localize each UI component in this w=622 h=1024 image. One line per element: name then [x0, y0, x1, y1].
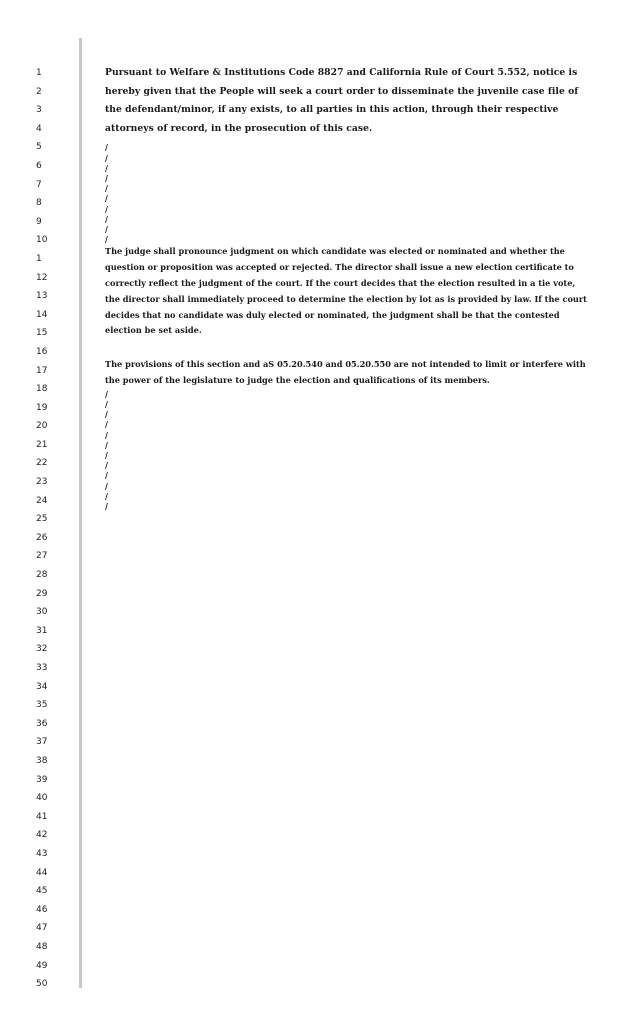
slash-line: /	[105, 439, 108, 450]
slash-line: /	[105, 450, 108, 460]
line-number: 6	[36, 160, 42, 171]
line-number: 45	[36, 886, 48, 897]
line-number: 10	[36, 235, 48, 246]
line-number: 47	[36, 923, 48, 934]
slash-line: /	[105, 152, 108, 163]
line-number: 2	[36, 86, 42, 97]
document-body	[105, 64, 590, 511]
line-number: 36	[36, 718, 48, 729]
line-number: 16	[36, 346, 48, 357]
line-number: 17	[36, 365, 48, 376]
line-number: 27	[36, 551, 48, 562]
line-number: 21	[36, 439, 48, 450]
slash-line: /	[105, 234, 108, 245]
judgment-paragraph: The judge shall pronounce judgment on which candidate was elected or nominated and whether the question or proposition was accepted or rejected. The director shall issue a new election certificate to correctly reflect the judgment of the court. If the court decides that the election resulted in a tie vote, the director shall immediately proceed to determine the election by lot as is provided by law. If the court decides that no candidate was duly elected or nominated, the judgment shall be that the contested election be set aside.	[105, 246, 587, 336]
line-number: 46	[36, 904, 48, 915]
line-number: 1	[36, 253, 42, 264]
line-number: 50	[36, 979, 48, 990]
line-number: 29	[36, 588, 48, 599]
line-number: 5	[36, 142, 42, 153]
line-number: 7	[36, 179, 42, 190]
slash-line: /	[105, 409, 108, 420]
line-number: 42	[36, 830, 48, 841]
line-number: 9	[36, 216, 42, 227]
paragraph-gap	[105, 339, 590, 357]
line-number: 30	[36, 607, 48, 618]
slash-line: /	[105, 224, 108, 234]
line-number: 41	[36, 811, 48, 822]
slash-line: /	[105, 470, 108, 481]
slash-line: /	[105, 183, 108, 194]
line-number: 35	[36, 700, 48, 711]
line-number: 8	[36, 198, 42, 209]
line-number: 32	[36, 644, 48, 655]
line-number: 4	[36, 123, 42, 134]
slash-line: /	[105, 142, 108, 153]
line-number: 15	[36, 328, 48, 339]
line-number: 34	[36, 681, 48, 692]
line-number: 26	[36, 532, 48, 543]
slash-line: /	[105, 162, 108, 173]
line-number: 49	[36, 960, 48, 971]
line-number: 48	[36, 941, 48, 952]
slash-line: /	[105, 460, 108, 471]
line-number: 20	[36, 421, 48, 432]
line-number: 39	[36, 774, 48, 785]
line-number: 43	[36, 848, 48, 859]
line-number: 31	[36, 625, 48, 636]
slash-line: /	[105, 501, 108, 512]
line-number: 23	[36, 477, 48, 488]
slash-line: /	[105, 203, 108, 214]
slash-line: /	[105, 480, 108, 491]
slash-line: /	[105, 172, 108, 183]
slash-line: /	[105, 490, 108, 501]
line-number: 44	[36, 867, 48, 878]
slash-block-1	[105, 142, 590, 244]
line-number: 3	[36, 105, 42, 116]
slash-line: /	[105, 398, 108, 409]
line-number: 18	[36, 384, 48, 395]
slash-line: /	[105, 388, 108, 399]
line-number: 13	[36, 291, 48, 302]
line-number: 19	[36, 402, 48, 413]
slash-line: /	[105, 213, 108, 224]
slash-line: /	[105, 419, 108, 430]
provisions-paragraph: The provisions of this section and aS 05.20.540 and 05.20.550 are not intended to limit or interfere with the power of the legislature to judge the election and qualifications of its members.	[105, 359, 586, 385]
slash-line: /	[105, 193, 108, 204]
line-number: 25	[36, 514, 48, 525]
line-number: 37	[36, 737, 48, 748]
line-number: 12	[36, 272, 48, 283]
line-number: 24	[36, 495, 48, 506]
slash-block-2	[105, 389, 590, 511]
line-number: 22	[36, 458, 48, 469]
line-number: 28	[36, 570, 48, 581]
line-number: 14	[36, 309, 48, 320]
left-margin-rule	[79, 38, 82, 988]
line-number: 40	[36, 793, 48, 804]
line-number-column	[36, 64, 66, 994]
line-number: 38	[36, 755, 48, 766]
line-number: 1	[36, 68, 42, 78]
line-number: 33	[36, 663, 48, 673]
notice-paragraph: Pursuant to Welfare & Institutions Code 8827 and California Rule of Court 5.552, notice is hereby given that the People will seek a court order to disseminate the juvenile case file of the defendant/minor, if any exists, to all parties in this action, through their respective attorneys of record, in the prosecution of this case.	[105, 67, 579, 134]
slash-line: /	[105, 429, 108, 440]
